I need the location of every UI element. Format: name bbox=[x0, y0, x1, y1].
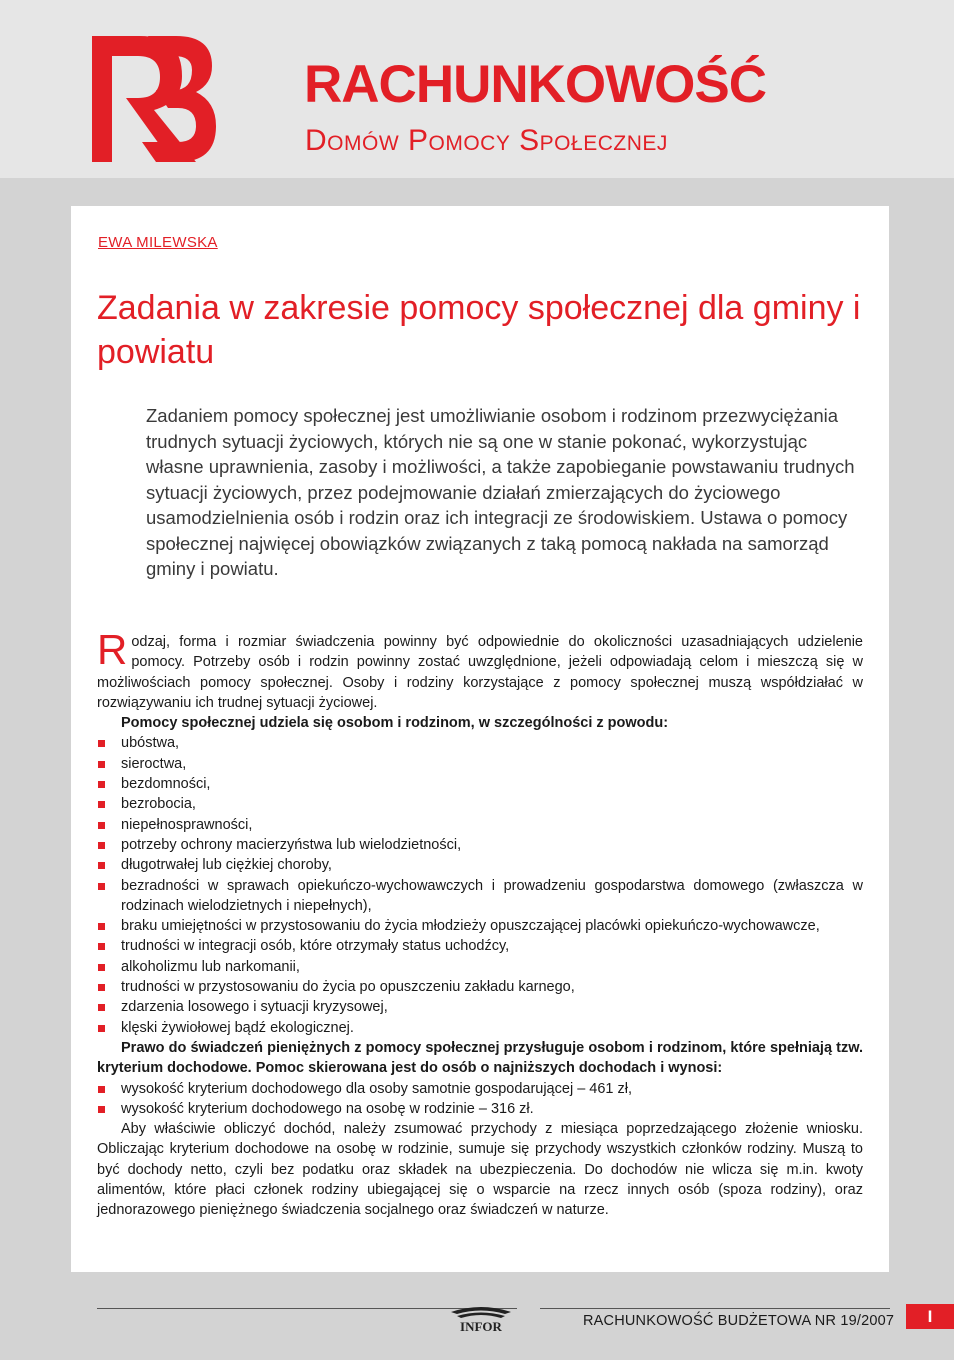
magazine-title: RACHUNKOWOŚĆ bbox=[304, 55, 767, 114]
list-item: wysokość kryterium dochodowego na osobę w rodzinie – 316 zł. bbox=[97, 1099, 863, 1119]
list-item: wysokość kryterium dochodowego dla osoby samotnie gospodarującej – 461 zł, bbox=[97, 1079, 863, 1099]
article-author[interactable]: EWA MILEWSKA bbox=[98, 234, 218, 251]
list-item: klęski żywiołowej bądź ekologicznej. bbox=[97, 1018, 863, 1038]
rb-logo-icon bbox=[86, 30, 218, 168]
list-item: bezrobocia, bbox=[97, 794, 863, 814]
list-item: alkoholizmu lub narkomanii, bbox=[97, 957, 863, 977]
list-item: bezdomności, bbox=[97, 774, 863, 794]
issue-label: RACHUNKOWOŚĆ BUDŻETOWA NR 19/2007 bbox=[583, 1313, 895, 1329]
list-item: potrzeby ochrony macierzyństwa lub wielodzietności, bbox=[97, 835, 863, 855]
list-item: bezradności w sprawach opiekuńczo-wychowawczych i prowadzeniu gospodarstwa domowego (zwłaszcza w rodzinach wielodzietnych i niepełnych), bbox=[97, 876, 863, 917]
paragraph-2: Pomocy społecznej udziela się osobom i rodzinom, w szczególności z powodu: bbox=[121, 715, 669, 732]
list-item: zdarzenia losowego i sytuacji kryzysowej, bbox=[97, 997, 863, 1017]
drop-cap: R bbox=[97, 626, 128, 673]
paragraph-1-text: odzaj, forma i rozmiar świadczenia powinny być odpowiednie do okoliczności uzasadniających udzielenie pomocy. Potrzeby osób i rodzin powinny zostać uwzględnione, jeżeli odpowiadają celom i mieszczą się w możliwościach pomocy społecznej. Osoby i rodziny korzystające z pomocy społecznej muszą współdziałać w rozwiązywaniu ich trudnej sytuacji życiowej. bbox=[97, 634, 863, 711]
page-number: I bbox=[906, 1304, 954, 1329]
article-lead: Zadaniem pomocy społecznej jest umożliwianie osobom i rodzinom przezwyciężania trudnych sytuacji życiowych, których nie są one w stanie pokonać, wykorzystując własne uprawnienia, zasoby i możliwości, a także zapobieganie powstawaniu trudnych sytuacji życiowych, przez podejmowanie działań zmierzających do życiowego usamodzielnienia osób i rodzin oraz ich integracji ze środowiskiem. Ustawa o pomocy społecznej najwięcej obowiązków związanych z taką pomocą nakłada na samorząd gminy i powiatu. bbox=[146, 405, 855, 579]
article-body bbox=[97, 626, 863, 1221]
publisher-name: INFOR bbox=[460, 1319, 502, 1334]
list-item: trudności w przystosowaniu do życia po opuszczeniu zakładu karnego, bbox=[97, 977, 863, 997]
masthead bbox=[0, 0, 954, 178]
list-item: braku umiejętności w przystosowaniu do życia młodzieży opuszczającej placówki opiekuńczo-wychowawcze, bbox=[97, 916, 863, 936]
list-item: niepełnosprawności, bbox=[97, 815, 863, 835]
list-item: sieroctwa, bbox=[97, 754, 863, 774]
paragraph-3: Prawo do świadczeń pieniężnych z pomocy społecznej przysługuje osobom i rodzinom, które spełniają tzw. kryterium dochodowe. Pomoc skierowana jest do osób o najniższych dochodach i wynosi: bbox=[97, 1039, 863, 1077]
paragraph-1 bbox=[97, 626, 863, 713]
article-title: Zadania w zakresie pomocy społecznej dla gminy i powiatu bbox=[97, 289, 861, 371]
paragraph-4: Aby właściwie obliczyć dochód, należy zsumować przychody z miesiąca poprzedzającego złożenie wniosku. Obliczając kryterium dochodowe na osobę w rodzinie, sumuje się przychody wszystkich członków rodziny. Muszą to być dochody netto, czyli bez podatku oraz składek na ubezpieczenia. Do dochodów nie wlicza się m.in. kwoty alimentów, które płaci członek rodziny ubiegającej się o wsparcie na rzecz innych osób (spoza rodziny), oraz jednorazowego pieniężnego świadczenia socjalnego oraz świadczeń w naturze. bbox=[97, 1121, 863, 1219]
footer-divider bbox=[540, 1308, 890, 1309]
reasons-list bbox=[97, 733, 863, 1037]
magazine-subtitle: Domów Pomocy Społecznej bbox=[305, 124, 668, 157]
list-item: trudności w integracji osób, które otrzymały status uchodźcy, bbox=[97, 936, 863, 956]
list-item: długotrwałej lub ciężkiej choroby, bbox=[97, 855, 863, 875]
criteria-list bbox=[97, 1079, 863, 1120]
infor-logo-icon bbox=[443, 1300, 519, 1334]
list-item: ubóstwa, bbox=[97, 733, 863, 753]
